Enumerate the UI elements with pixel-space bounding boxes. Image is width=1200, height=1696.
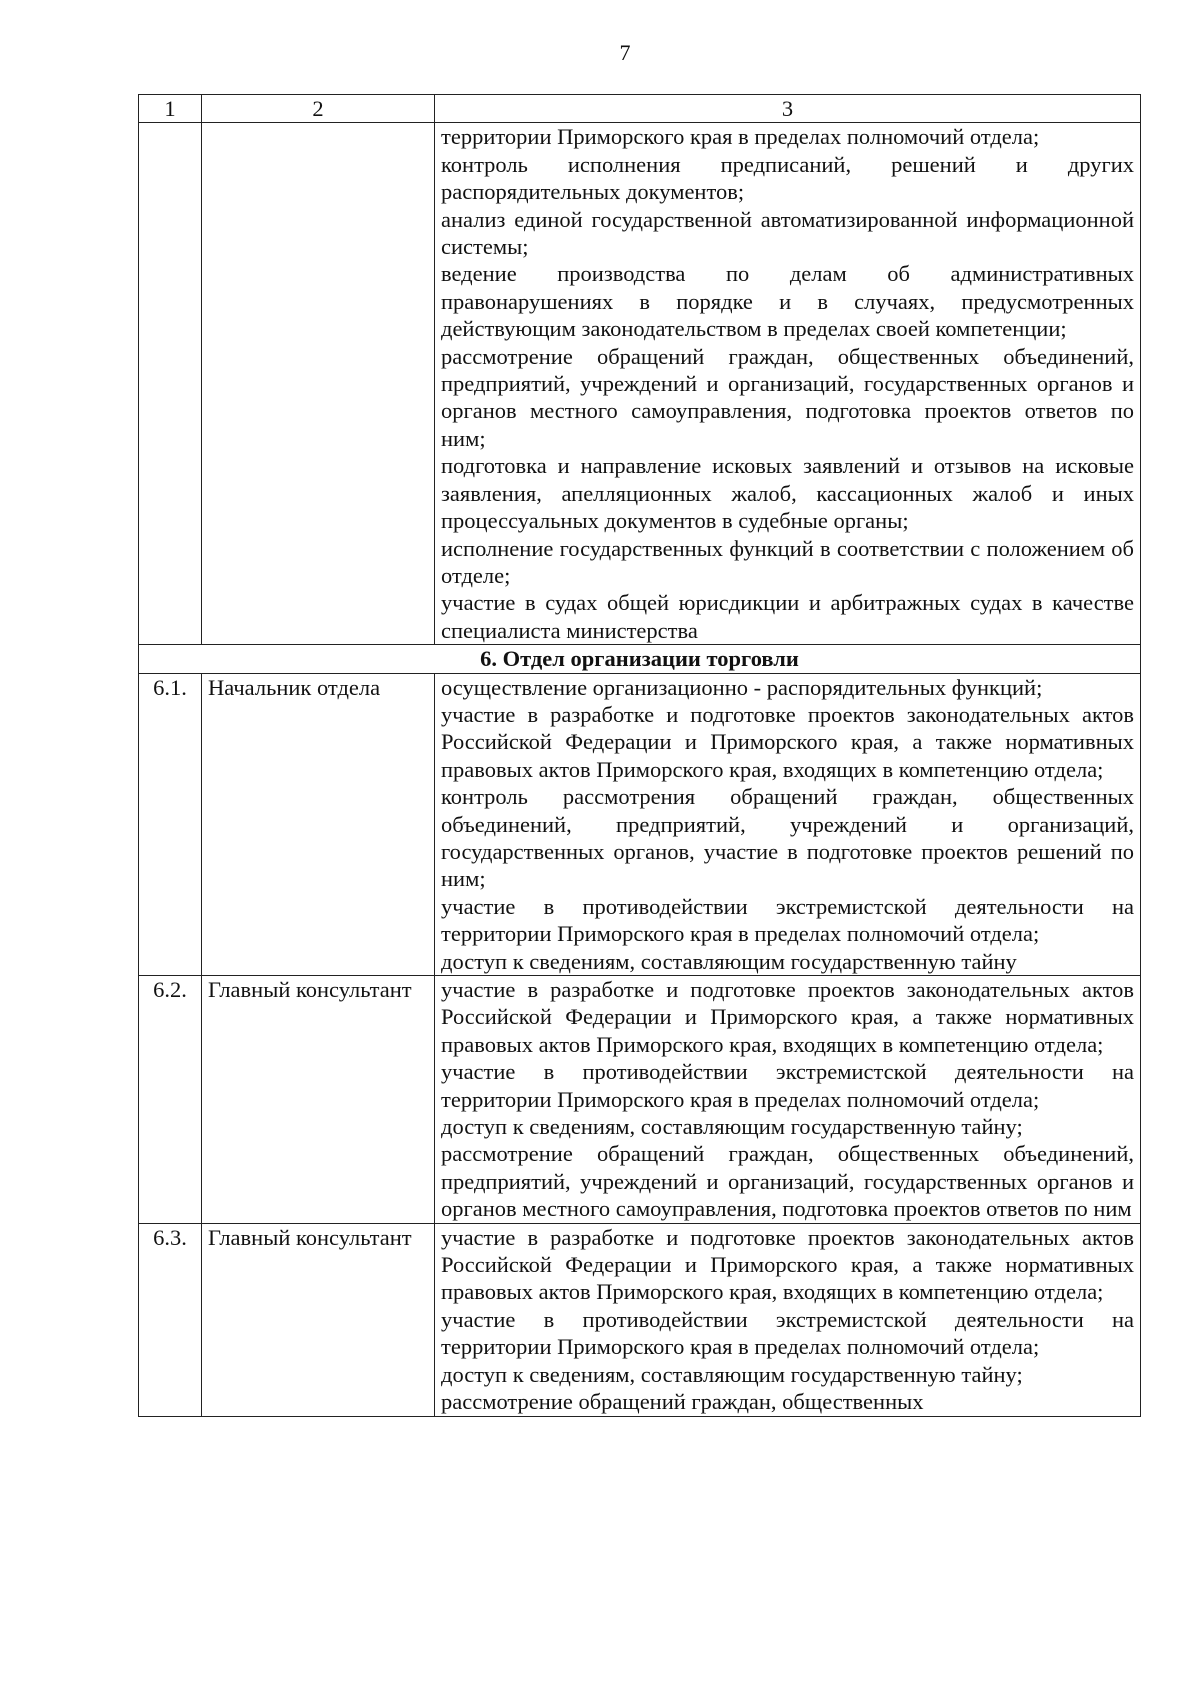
duty-item: контроль исполнения предписаний, решений и других распорядительных документов;: [441, 151, 1134, 205]
row-number: 6.1.: [139, 673, 202, 975]
row-number: 6.2.: [139, 976, 202, 1224]
position-title: Начальник отдела: [202, 673, 435, 975]
position-title: Главный консультант: [202, 976, 435, 1224]
duty-item: участие в судах общей юрисдикции и арбитражных судах в качестве специалиста министерства: [441, 590, 1134, 643]
duty-item: рассмотрение обращений граждан, общественных объединений, предприятий, учреждений и организаций, государственных органов и органов местного самоуправления, подготовка проектов ответов по ним;: [441, 343, 1134, 451]
position-title: Главный консультант: [202, 1223, 435, 1416]
duty-item: доступ к сведениям, составляющим государственную тайну: [441, 948, 1017, 974]
duty-item: рассмотрение обращений граждан, общественных: [441, 1389, 924, 1415]
duty-item: осуществление организационно - распорядительных функций;: [441, 674, 1043, 700]
section-title: 6. Отдел организации торговли: [139, 645, 1141, 673]
duty-item: доступ к сведениям, составляющим государственную тайну;: [441, 1361, 1023, 1387]
duty-item: контроль рассмотрения обращений граждан, общественных объединений, предприятий, учреждений и организаций, государственных органов, участие в подготовке проектов решений по ним;: [441, 784, 1134, 892]
page-number: 7: [619, 40, 631, 65]
duty-item: участие в разработке и подготовке проектов законодательных актов Российской Федерации и Приморского края, а также нормативных правовых актов Приморского края, входящих в компетенцию отдела;: [441, 977, 1134, 1057]
header-col-2: 2: [202, 95, 435, 123]
duty-item: участие в противодействии экстремистской деятельности на территории Приморского края в пределах полномочий отдела;: [441, 893, 1134, 947]
duties-cell: [435, 1223, 1141, 1416]
duty-item: подготовка и направление исковых заявлений и отзывов на исковые заявления, апелляционных жалоб, кассационных жалоб и иных процессуальных документов в судебные органы;: [441, 453, 1134, 534]
duty-item: доступ к сведениям, составляющим государственную тайну;: [441, 1114, 1023, 1140]
table-header-row: [139, 95, 1141, 123]
table-row: [139, 673, 1141, 975]
duties-cell: [435, 673, 1141, 975]
duty-item: исполнение государственных функций в соответствии с положением об отделе;: [441, 535, 1134, 588]
row-number-cell: [139, 123, 202, 645]
table-row-continuation: [139, 123, 1141, 645]
duty-item: участие в противодействии экстремистской деятельности на территории Приморского края в пределах полномочий отдела;: [441, 1306, 1134, 1360]
row-number: 6.3.: [139, 1223, 202, 1416]
duty-item: рассмотрение обращений граждан, общественных объединений, предприятий, учреждений и организаций, государственных органов и органов местного самоуправления, подготовка проектов ответов по ним: [441, 1141, 1134, 1222]
duty-item: участие в разработке и подготовке проектов законодательных актов Российской Федерации и Приморского края, а также нормативных правовых актов Приморского края, входящих в компетенцию отдела;: [441, 1224, 1134, 1305]
duties-table: [138, 94, 1141, 1417]
section-heading-row: [139, 645, 1141, 673]
header-col-1: 1: [139, 95, 202, 123]
duty-item: анализ единой государственной автоматизированной информационной системы;: [441, 206, 1134, 260]
duties-cell: [435, 976, 1141, 1224]
duties-cell: [435, 123, 1141, 645]
table-row: [139, 976, 1141, 1224]
header-col-3: 3: [435, 95, 1141, 123]
duty-item: участие в противодействии экстремистской деятельности на территории Приморского края в пределах полномочий отдела;: [441, 1059, 1134, 1112]
position-cell: [202, 123, 435, 645]
duty-item: территории Приморского края в пределах полномочий отдела;: [441, 124, 1040, 150]
table-row: [139, 1223, 1141, 1416]
duty-item: ведение производства по делам об административных правонарушениях в порядке и в случаях, предусмотренных действующим законодательством в пределах своей компетенции;: [441, 261, 1134, 342]
duty-item: участие в разработке и подготовке проектов законодательных актов Российской Федерации и Приморского края, а также нормативных правовых актов Приморского края, входящих в компетенцию отдела;: [441, 701, 1134, 782]
